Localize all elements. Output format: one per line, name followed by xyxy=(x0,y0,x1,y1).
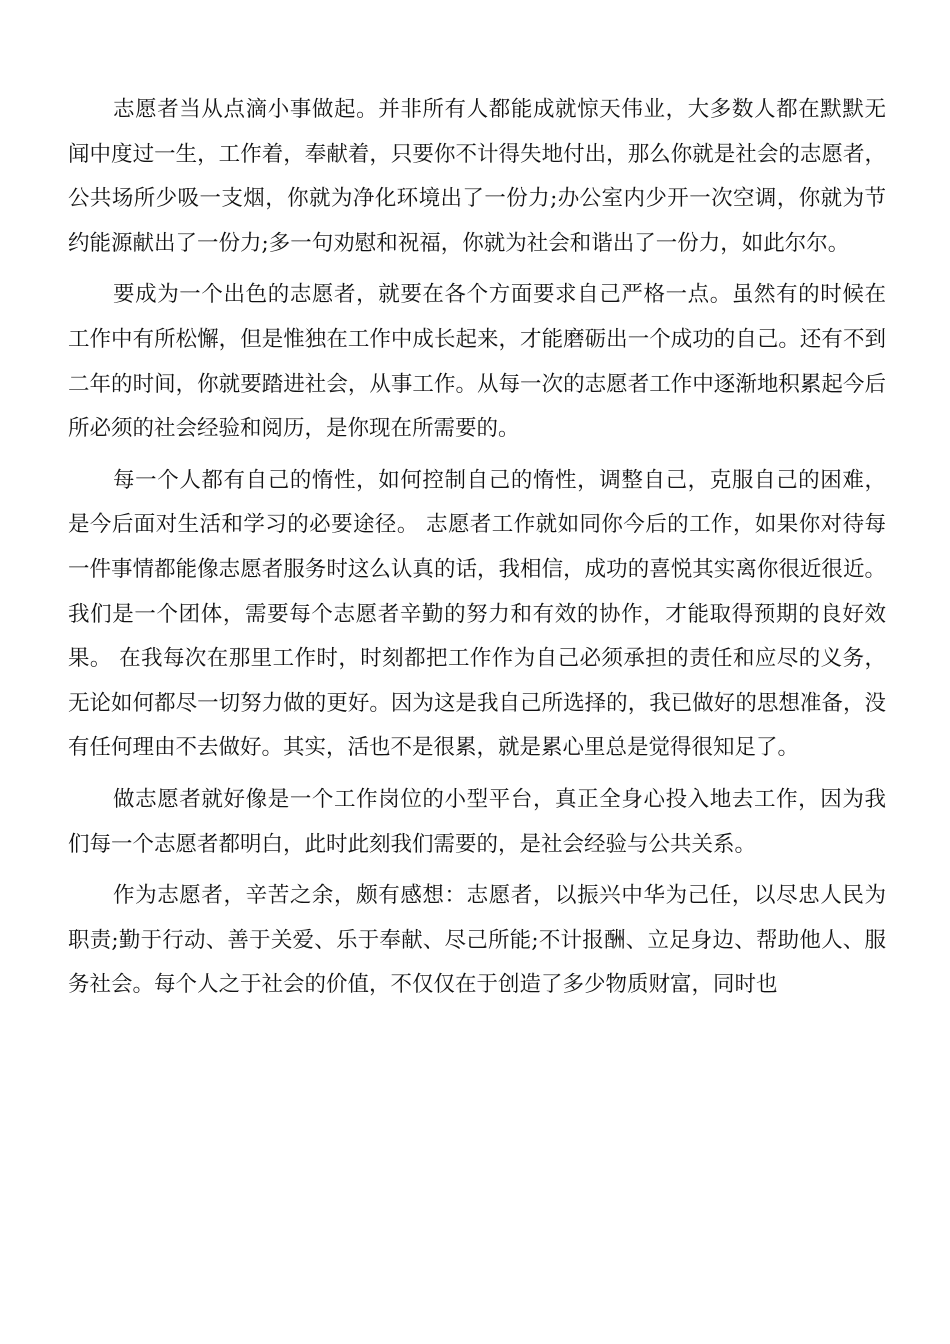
paragraph-2: 要成为一个出色的志愿者，就要在各个方面要求自己严格一点。虽然有的时候在工作中有所松懈，但是惟独在工作中成长起来，才能磨砺出一个成功的自己。还有不到二年的时间，你就要踏进社会，从事工作。从每一次的志愿者工作中逐渐地积累起今后所必须的社会经验和阅历，是你现在所需要的。 xyxy=(68,282,886,442)
paragraph-1: 志愿者当从点滴小事做起。并非所有人都能成就惊天伟业，大多数人都在默默无闻中度过一生，工作着，奉献着，只要你不计得失地付出，那么你就是社会的志愿者，公共场所少吸一支烟，你就为净化环境出了一份力;办公室内少开一次空调，你就为节约能源献出了一份力;多一句劝慰和祝福，你就为社会和谐出了一份力，如此尔尔。 xyxy=(68,97,886,256)
document-body xyxy=(68,88,886,1015)
paragraph-5: 作为志愿者，辛苦之余，颇有感想：志愿者，以振兴中华为己任，以尽忠人民为职责;勤于行动、善于关爱、乐于奉献、尽己所能;不计报酬、立足身边、帮助他人、服务社会。每个人之于社会的价值，不仅仅在于创造了多少物质财富，同时也 xyxy=(68,883,886,998)
paragraph-3: 每一个人都有自己的惰性，如何控制自己的惰性，调整自己，克服自己的困难，是今后面对生活和学习的必要途径。 志愿者工作就如同你今后的工作，如果你对待每一件事情都能像志愿者服务时这么认真的话，我相信，成功的喜悦其实离你很近很近。我们是一个团体，需要每个志愿者辛勤的努力和有效的协作，才能取得预期的良好效果。 在我每次在那里工作时，时刻都把工作作为自己必须承担的责任和应尽的义务，无论如何都尽一切努力做的更好。因为这是我自己所选择的，我已做好的思想准备，没有任何理由不去做好。其实，活也不是很累，就是累心里总是觉得很知足了。 xyxy=(68,467,886,761)
paragraph-4: 做志愿者就好像是一个工作岗位的小型平台，真正全身心投入地去工作，因为我们每一个志愿者都明白，此时此刻我们需要的，是社会经验与公共关系。 xyxy=(68,786,886,857)
